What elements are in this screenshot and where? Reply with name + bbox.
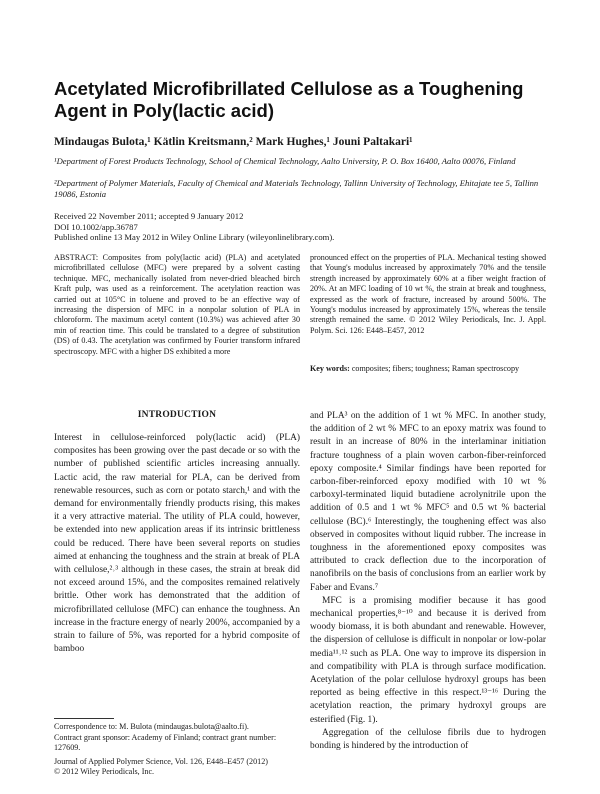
doi: DOI 10.1002/app.36787: [54, 221, 138, 232]
article-title: Acetylated Microfibrillated Cellulose as a Toughening Agent in Poly(lactic acid): [54, 78, 524, 121]
affiliation-1: ¹Department of Forest Products Technology, School of Chemical Technology, Aalto University, P. O. Box 16400, Aalto 00076, Finland: [54, 156, 516, 166]
publication-dates: [54, 211, 334, 243]
abstract-text-right: pronounced effect on the properties of PLA. Mechanical testing showed that Young's modulus increased by approximately 70% and the tensile strength increased by approximately 60% at a fiber weight fraction of 20%. At an MFC loading of 10 wt %, the strain at break and toughness, expressed as the work of fracture, increased by around 500%. The Young's modulus increased by approximately 15%, whereas the tensile strength remained the same. © 2012 Wiley Periodicals, Inc. J. Appl. Polym. Sci. 126: E448–E457, 2012: [310, 253, 546, 335]
abstract-left: [54, 253, 300, 357]
intro-paragraph-4: Aggregation of the cellulose fibrils due to hydrogen bonding is hindered by the introduction of: [310, 727, 546, 752]
intro-right-column: [310, 410, 546, 753]
grant-note: Contract grant sponsor: Academy of Finland; contract grant number: 127609.: [54, 733, 277, 753]
affiliation-2: ²Department of Polymer Materials, Faculty of Chemical and Materials Technology, Tallinn University of Technology, Ehitajate tee 5, Tallinn 19086, Estonia: [54, 178, 539, 199]
keywords-list: composites; fibers; toughness; Raman spectroscopy: [351, 364, 520, 373]
intro-paragraph-1: Interest in cellulose-reinforced poly(lactic acid) (PLA) composites has been growing over the past decade or so with the number of published scientific articles increasing annually. Lactic acid, the raw material for PLA, can be derived from renewable resources, such as corn or potato starch,¹ and with the demand for environmentally friendly products rising, this makes it a very attractive material. The utility of PLA could, however, be extended into new application areas if its intrinsic brittleness could be reduced. There have been several reports on studies aimed at enhancing the toughness and the strain at break of PLA with cellulose,²˒³ although in these cases, the strain at break did not exceed around 15%, and the composites remained relatively brittle. Other work has demonstrated that the addition of microfibrillated cellulose (MFC) can enhance the toughness. An increase in the fracture energy of nearly 200%, accompanied by a strain to failure of 5%, was reported for a hybrid composite of bamboo: [54, 433, 300, 655]
received-date: Received 22 November 2011; accepted 9 January 2012: [54, 211, 244, 221]
abstract-right: [310, 253, 546, 336]
intro-left-column: [54, 432, 300, 656]
copyright: © 2012 Wiley Periodicals, Inc.: [54, 767, 155, 777]
intro-paragraph-2: and PLA³ on the addition of 1 wt % MFC. In another study, the addition of 2 wt % MFC to an epoxy matrix was found to result in an increase of 80% in the interlaminar initiation fracture toughness of a plain woven carbon-fiber-reinforced epoxy composite.⁴ Similar findings have been reported for carbon-fiber-reinforced epoxy modified with 10 wt % carboxyl-terminated liquid butadiene acrolynitrile upon the addition of 0.5 and 1 wt % MFC⁵ and 0.5 wt % bacterial cellulose (BC).⁶ Interestingly, the toughening effect was also observed in composites without liquid rubber. The increase in toughness in the aforementioned epoxy composites was attributed to crack deflection due to the incorporation of nanofibrils on the basis of conclusions from an earlier work by Faber and Evans.⁷: [310, 411, 546, 593]
abstract-text-left: ABSTRACT: Composites from poly(lactic acid) (PLA) and acetylated microfibrillated cellulose (MFC) were prepared by a solvent casting technique. MFC, mechanically isolated from never-dried bleached birch Kraft pulp, was used as a reinforcement. The acetylation reaction was carried out at 105°C in toluene and proved to be an effective way of increasing the dispersion of MFC in a nonpolar solution of PLA in chloroform. The maximum acetyl content (10.3%) was achieved after 30 min of reaction time. This could be translated to a degree of substitution (DS) of 0.43. The acetylation was confirmed by Fourier transform infrared spectroscopy. MFC with a higher DS exhibited a more: [54, 253, 300, 356]
section-heading-introduction: INTRODUCTION: [137, 410, 217, 420]
footnote-divider: [54, 718, 114, 719]
journal-footer: [54, 757, 268, 778]
author-list: Mindaugas Bulota,¹ Kätlin Kreitsmann,² Mark Hughes,¹ Jouni Paltakari¹: [54, 136, 413, 148]
intro-paragraph-3: MFC is a promising modifier because it has good mechanical properties,⁸⁻¹⁰ and because it is derived from woody biomass, it is both abundant and renewable. However, the dispersion of cellulose is difficult in nonpolar or low-polar media¹¹˒¹² such as PLA. One way to improve its dispersion in and compatibility with PLA is through surface modification. Acetylation of the polar cellulose hydroxyl groups has been reported as being effective in this respect.¹³⁻¹⁶ During the acetylation reaction, the primary hydroxyl groups are esterified (Fig. 1).: [310, 595, 546, 725]
keywords-label: Key words:: [310, 364, 350, 373]
keywords: [310, 364, 519, 373]
journal-citation: Journal of Applied Polymer Science, Vol. 126, E448–E457 (2012): [54, 757, 268, 766]
published-online: Published online 13 May 2012 in Wiley Online Library (wileyonlinelibrary.com).: [54, 232, 335, 242]
correspondence-note: Correspondence to: M. Bulota (mindaugas.bulota@aalto.fi).: [54, 722, 249, 731]
